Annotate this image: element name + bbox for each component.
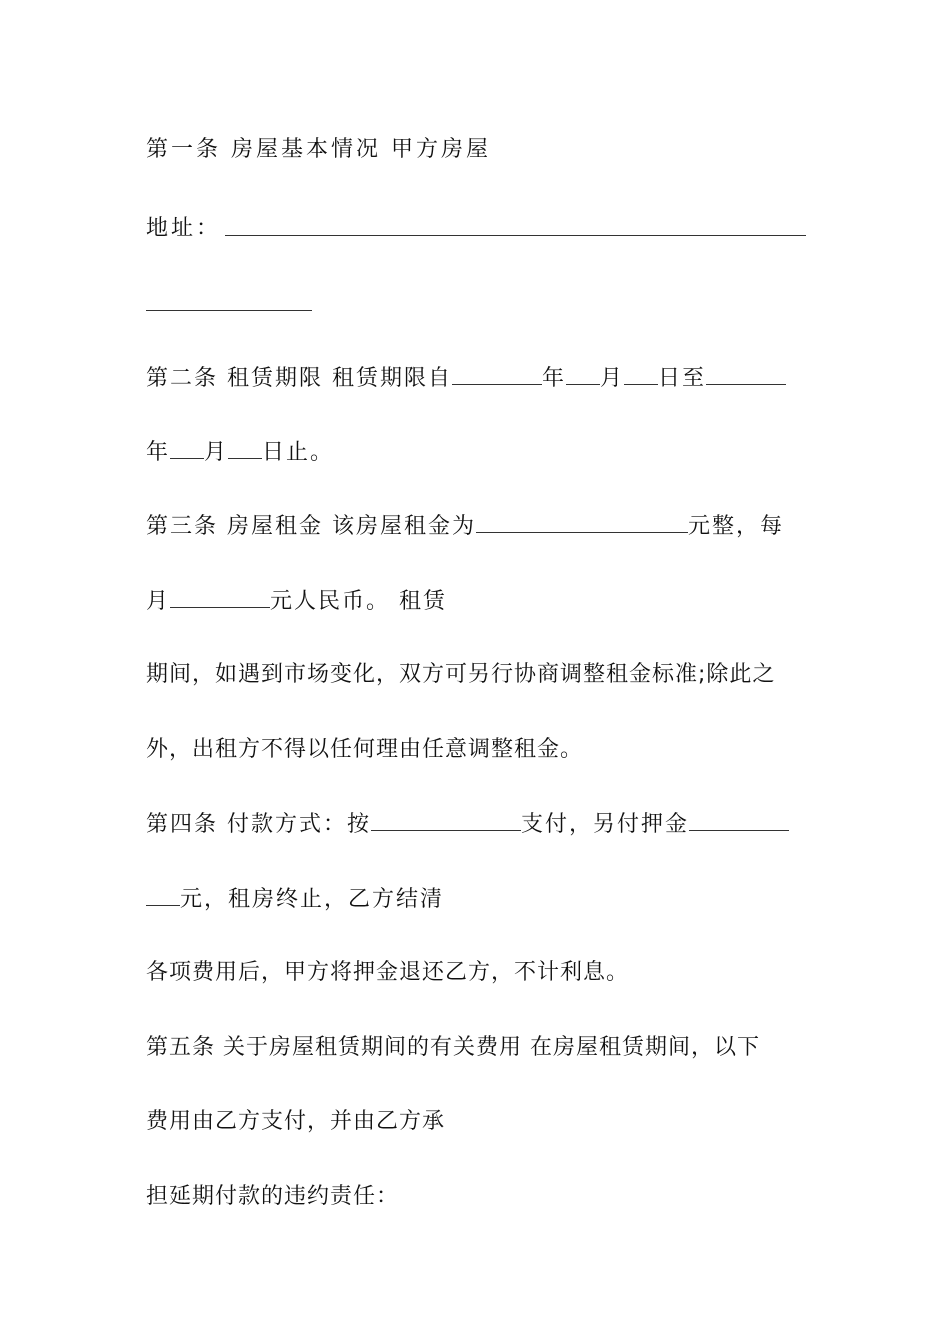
deposit-cont-text: 元，租房终止，乙方结清 [180, 887, 445, 912]
total-rent-blank[interactable] [476, 510, 688, 533]
rent-adjustment-cont-line [146, 734, 806, 766]
start-month-blank[interactable] [566, 362, 600, 385]
address-blank[interactable] [225, 213, 806, 236]
article-3-line [146, 510, 806, 543]
deposit-blank[interactable] [689, 808, 789, 831]
article-3-text: 第三条 房屋租金 该房屋租金为 [146, 514, 476, 539]
month-label: 月 [204, 440, 229, 465]
article-2-text: 第二条 租赁期限 租赁期限自 [146, 366, 452, 391]
monthly-rent-unit: 元人民币。 租赁 [270, 589, 448, 614]
month-prefix: 月 [146, 589, 171, 614]
start-year-blank[interactable] [452, 362, 542, 385]
article-2-end-line [146, 436, 806, 469]
article-1-heading [146, 134, 806, 166]
address-continuation-line [146, 288, 806, 321]
day-to-label: 日至 [658, 366, 707, 391]
end-day-blank[interactable] [228, 436, 262, 459]
deposit-label: 支付，另付押金 [521, 812, 690, 837]
deposit-refund-line [146, 957, 806, 989]
address-continuation-blank[interactable] [146, 288, 312, 311]
deposit-refund-text: 各项费用后，甲方将押金退还乙方，不计利息。 [146, 960, 630, 985]
rent-adjustment-cont-text: 外，出租方不得以任何理由任意调整租金。 [146, 737, 584, 762]
year-label: 年 [146, 440, 171, 465]
day-end-label: 日止。 [262, 440, 335, 465]
deposit-cont-line [146, 883, 806, 916]
article-5-liability-text: 担延期付款的违约责任： [146, 1184, 400, 1209]
total-rent-unit: 元整，每 [688, 514, 785, 539]
article-5-line [146, 1032, 806, 1064]
article-2-line [146, 362, 806, 395]
end-year-blank[interactable] [706, 362, 786, 385]
article-4-line [146, 808, 806, 841]
rent-adjustment-text: 期间，如遇到市场变化，双方可另行协商调整租金标准;除此之 [146, 662, 776, 687]
rent-adjustment-line [146, 659, 806, 691]
address-line [146, 213, 806, 245]
article-5-cont-line [146, 1106, 806, 1138]
article-4-text: 第四条 付款方式：按 [146, 812, 371, 837]
end-month-blank[interactable] [170, 436, 204, 459]
monthly-rent-line [146, 585, 806, 618]
address-label: 地址： [146, 216, 222, 241]
article-5-liability-line [146, 1181, 806, 1213]
article-5-text: 第五条 关于房屋租赁期间的有关费用 在房屋租赁期间，以下 [146, 1035, 760, 1060]
article-5-cont-text: 费用由乙方支付，并由乙方承 [146, 1109, 446, 1134]
year-label: 年 [542, 366, 567, 391]
payment-method-blank[interactable] [371, 808, 521, 831]
deposit-cont-blank[interactable] [146, 883, 180, 906]
monthly-rent-blank[interactable] [170, 585, 270, 608]
article-1-text: 第一条 房屋基本情况 甲方房屋 [146, 137, 491, 162]
month-label: 月 [600, 366, 625, 391]
start-day-blank[interactable] [624, 362, 658, 385]
